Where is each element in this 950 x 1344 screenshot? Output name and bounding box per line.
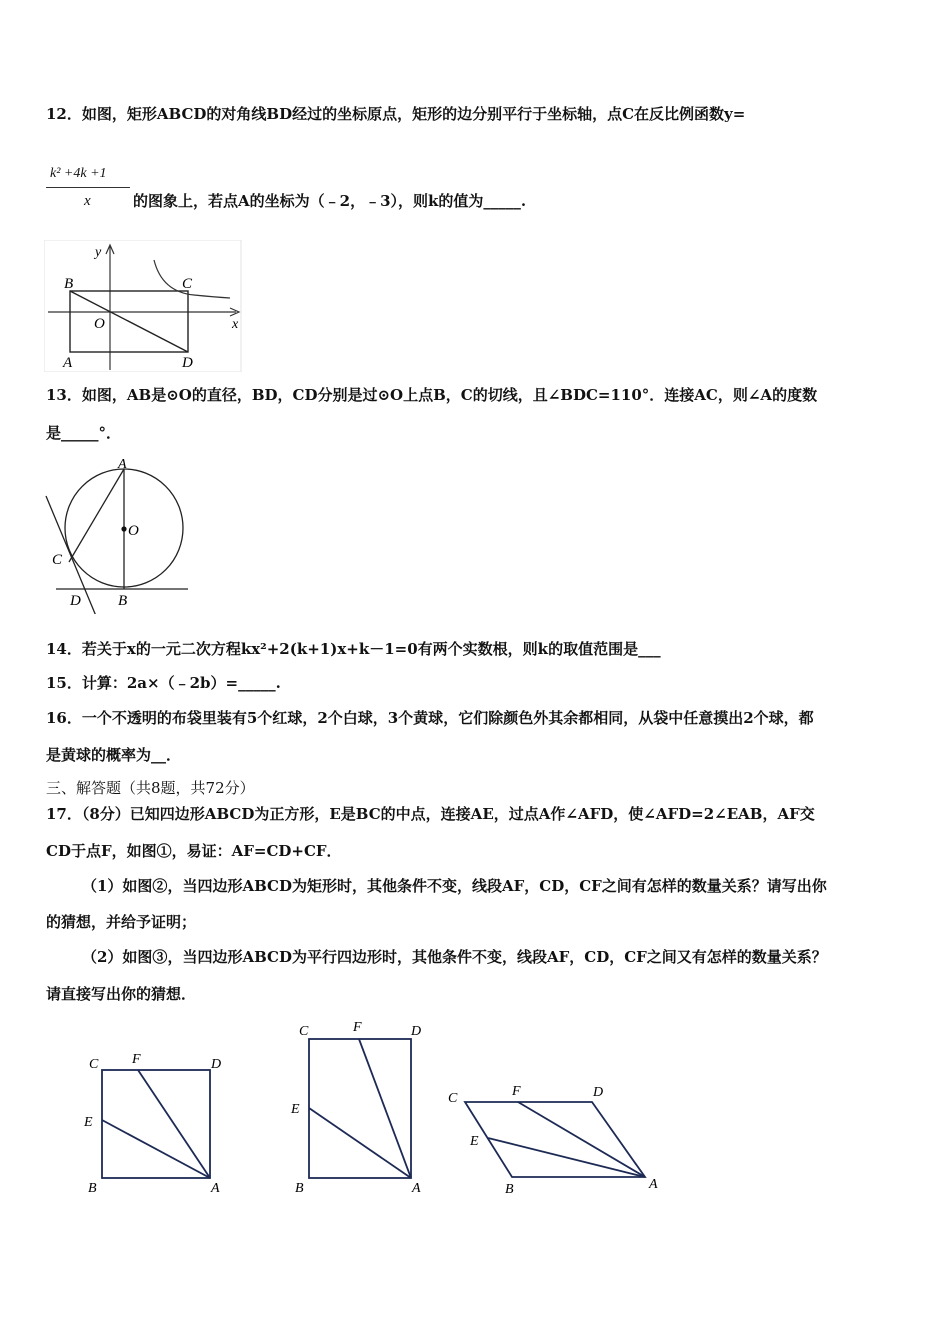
label-d: D [411,1024,422,1039]
q17-part1-line2: 的猜想，并给予证明； [46,913,197,931]
label-b: B [88,1181,97,1196]
label-c: C [182,276,193,292]
q17-part2-line2: 请直接写出你的猜想． [46,985,197,1003]
q15-text: 15．计算：2a×（﹣2b）=_____. [46,674,281,692]
label-f: F [353,1020,362,1035]
label-b: B [64,276,74,292]
center-point [121,526,126,531]
label-a: A [649,1177,658,1192]
label-a: A [412,1181,421,1196]
label-c: C [89,1057,99,1072]
q16-line1: 16．一个不透明的布袋里装有5个红球，2个白球，3个黄球，它们除颜色外其余都相同，从袋中任意摸出2个球，都 [46,709,814,727]
q17-line1: 17．（8分）已知四边形ABCD为正方形，E是BC的中点，连接AE，过点A作∠AFD，使∠AFD=2∠EAB，AF交 [46,805,815,823]
q17-figure-parallelogram [440,1080,670,1200]
diagonal-bd [70,291,188,352]
label-a: A [118,457,127,472]
q17-figure-rectangle [287,1016,437,1200]
label-e: E [291,1102,300,1117]
label-f: F [512,1084,521,1099]
q13-line2: 是_____°． [46,424,122,442]
label-d: D [593,1085,604,1100]
chord-ac [69,469,124,562]
q12-line1: 12．如图，矩形ABCD的对角线BD经过的坐标原点，矩形的边分别平行于坐标轴，点C在反比例函数y= [46,105,746,123]
q12-figure [44,240,244,372]
section-heading: 三、解答题（共8题，共72分） [46,779,255,797]
q17-part2-line1: （2）如图③，当四边形ABCD为平行四边形时，其他条件不变，线段AF，CD，CF之间又有怎样的数量关系？ [82,948,827,966]
fraction-denominator: x [84,193,91,209]
q17-line2: CD于点F，如图①，易证：AF=CD+CF． [46,842,342,860]
q14-text: 14．若关于x的一元二次方程kx²+2(k+1)x+k－1=0有两个实数根，则k的取值范围是___ [46,640,661,658]
rectangle-abcd [309,1039,411,1178]
segment-ae [102,1120,210,1178]
label-y: y [95,245,102,260]
label-b: B [295,1181,304,1196]
label-x: x [232,317,239,332]
label-e: E [470,1134,479,1149]
square-abcd [102,1070,210,1178]
segment-af [138,1070,210,1178]
segment-af [359,1039,411,1178]
label-c: C [448,1091,458,1106]
label-c: C [52,552,63,568]
segment-ae [309,1108,411,1178]
fraction-numerator: k² +4k +1 [50,166,107,181]
q12-line2: 的图象上，若点A的坐标为（﹣2，﹣3），则k的值为_____. [133,192,527,210]
label-a: A [63,355,73,371]
label-b: B [505,1182,514,1197]
label-c: C [299,1024,309,1039]
label-d: D [70,593,81,609]
q17-part1-line1: （1）如图②，当四边形ABCD为矩形时，其他条件不变，线段AF，CD，CF之间有怎样的数量关系？请写出你 [82,877,827,895]
q13-line1: 13．如图，AB是⊙O的直径，BD，CD分别是过⊙O上点B，C的切线，且∠BDC=110°．连接AC，则∠A的度数 [46,386,818,404]
label-o: O [128,523,139,539]
segment-af [518,1102,645,1177]
q17-figure-square [80,1050,230,1200]
label-d: D [211,1057,222,1072]
label-b: B [118,593,128,609]
q16-line2: 是黄球的概率为__． [46,746,182,764]
label-a: A [211,1181,220,1196]
label-f: F [132,1052,141,1067]
fraction-bar [46,187,130,188]
q13-figure [42,452,192,614]
label-o: O [94,316,105,332]
label-d: D [182,355,193,371]
label-e: E [84,1115,93,1130]
